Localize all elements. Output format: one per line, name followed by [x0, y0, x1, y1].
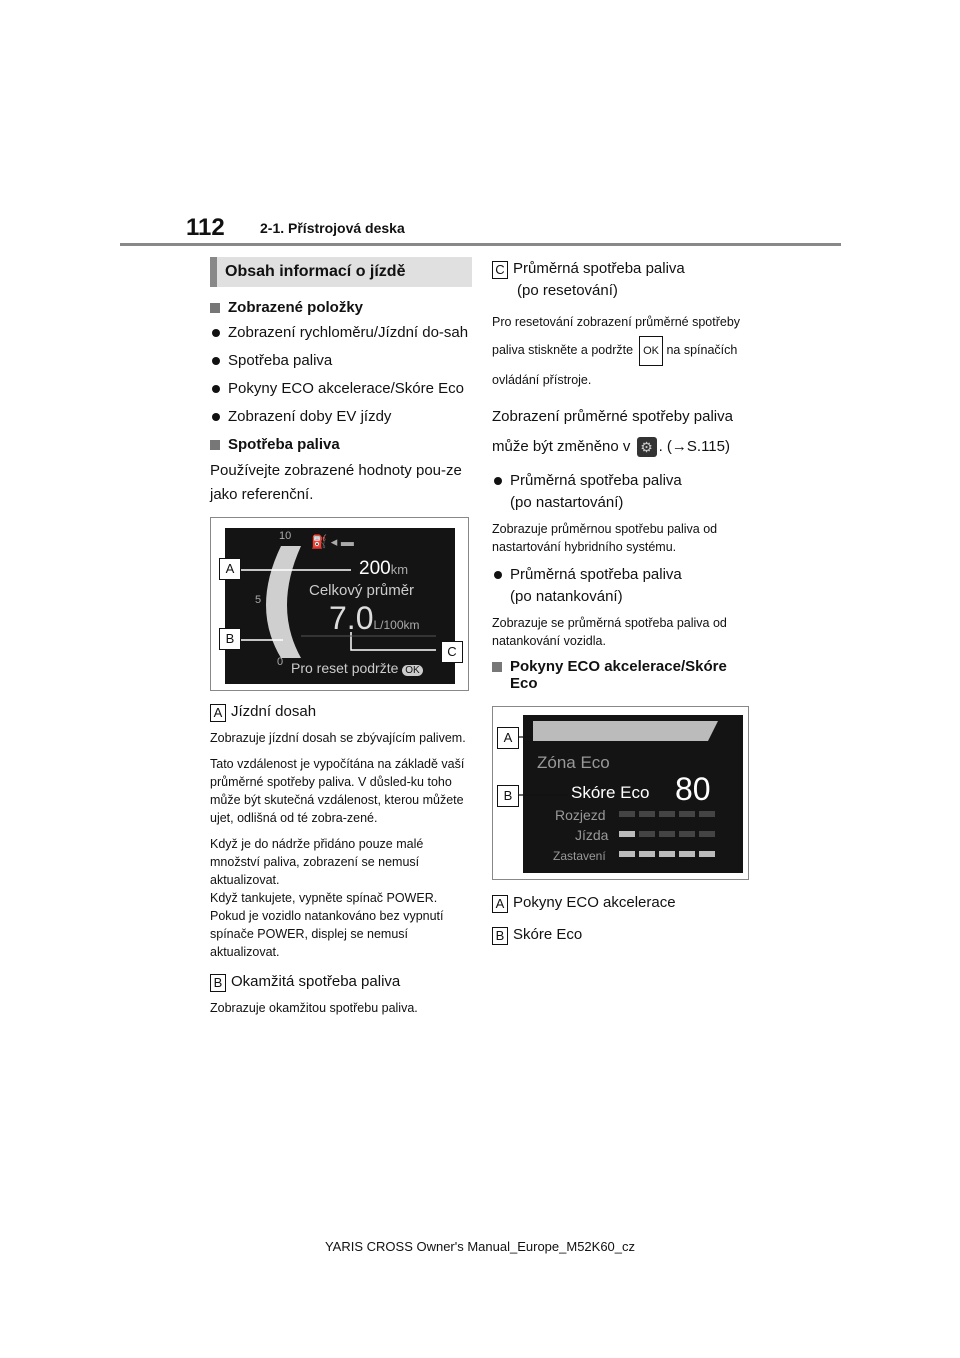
- item-c-text: Průměrná spotřeba paliva: [513, 260, 685, 277]
- subheading-text: Pokyny ECO akcelerace/Skóre Eco: [510, 658, 727, 692]
- callout-c: C: [441, 641, 463, 663]
- item-b-desc: Zobrazuje okamžitou spotřebu paliva.: [210, 1001, 418, 1015]
- right-column: [492, 258, 750, 952]
- bullet-item: [210, 350, 472, 372]
- eco-a-text: Pokyny ECO akcelerace: [513, 894, 676, 911]
- callout-a: A: [497, 727, 519, 749]
- fuel-display-figure: [210, 517, 469, 691]
- bullet-text: Pokyny ECO akcelerace/Skóre Eco: [228, 380, 464, 397]
- bullet-item: [210, 322, 472, 344]
- item-a-desc3: Když je do nádrže přidáno pouze malé množství paliva, zobrazení se nemusí aktualizovat.: [210, 837, 424, 887]
- letter-b: B: [492, 927, 508, 945]
- c-desc-post: na spínačích ovládání přístroje.: [492, 343, 738, 387]
- display-title: Celkový průměr: [309, 582, 415, 599]
- bullet-desc: Zobrazuje průměrnou spotřebu paliva od nastartování hybridního systému.: [492, 522, 718, 554]
- subheading-text: Spotřeba paliva: [228, 436, 340, 453]
- bullet-text: Průměrná spotřeba paliva: [510, 472, 682, 489]
- bullet-text2: (po nastartování): [510, 494, 624, 511]
- footer: YARIS CROSS Owner's Manual_Europe_M52K60_cz: [324, 1239, 636, 1254]
- avg-value: [329, 600, 420, 637]
- bullet-item: [210, 378, 472, 400]
- ok-button-icon: OK: [639, 336, 663, 366]
- range-unit: km: [390, 562, 409, 577]
- c-desc-pre: Pro resetování zobrazení průměrné spotřeby paliva stiskněte a podržte: [492, 315, 741, 357]
- eco-score-label: Skóre Eco: [571, 783, 650, 802]
- change-paragraph: [492, 402, 750, 462]
- callout-b: B: [219, 628, 241, 650]
- reset-text: Pro reset podržte: [291, 660, 399, 676]
- bullet-text: Průměrná spotřeba paliva: [510, 566, 682, 583]
- section-heading: Obsah informací o jízdě: [210, 257, 472, 287]
- callout-a: A: [219, 558, 241, 580]
- letter-c: C: [492, 261, 508, 279]
- item-b-text: Okamžitá spotřeba paliva: [231, 973, 401, 990]
- item-a-desc4: Když tankujete, vypněte spínač POWER. Pokud je vozidlo natankováno bez vypnutí spínače POWER, displej se nemusí aktualizovat.: [210, 891, 444, 959]
- bullet-text: Zobrazení doby EV jízdy: [228, 408, 392, 425]
- bullet-text: Zobrazení rychloměru/Jízdní do-sah: [228, 324, 469, 341]
- eco-row-start: Rozjezd: [555, 807, 606, 823]
- subheading-eco: [492, 658, 750, 692]
- range-value: [359, 558, 408, 580]
- subheading-items: [210, 299, 472, 316]
- bullet-item: [492, 564, 750, 608]
- fuel-icon: ⛽ ◂ ▬: [311, 534, 354, 549]
- reset-hint: [291, 660, 423, 676]
- letter-b: B: [210, 974, 226, 992]
- item-a-text: Jízdní dosah: [231, 703, 317, 720]
- gauge-tick-mid: 5: [255, 594, 262, 606]
- header-rule: [120, 243, 841, 246]
- eco-row-stop: Zastavení: [553, 849, 606, 863]
- eco-zone: Zóna Eco: [537, 753, 610, 772]
- eco-b-text: Skóre Eco: [513, 926, 583, 943]
- item-a-desc2: Tato vzdálenost je vypočítána na základě vaší průměrné spotřeby paliva. V důsled-ku toho může být skutečná vzdálenost, kterou můžete ujet, odlišná od té zobra-zené.: [210, 757, 465, 825]
- bullet-desc: Zobrazuje se průměrná spotřeba paliva od natankování vozidla.: [492, 616, 727, 648]
- left-column: [210, 257, 472, 1025]
- page-number: 112: [186, 214, 225, 241]
- letter-a: A: [492, 895, 508, 913]
- eco-display-figure: [492, 706, 749, 880]
- gauge-tick-top: 10: [279, 530, 292, 542]
- paragraph: Používejte zobrazené hodnoty pou-ze jako referenční.: [210, 462, 462, 503]
- ok-badge: OK: [402, 665, 422, 676]
- subheading-fuel: [210, 436, 472, 453]
- bullet-item: [210, 406, 472, 428]
- item-c-text2: (po resetování): [517, 282, 618, 299]
- item-b-label: [210, 971, 472, 993]
- change-pre: Zobrazení průměrné spotřeby paliva může být změněno v: [492, 408, 733, 455]
- callout-b: B: [497, 785, 519, 807]
- item-c-desc: [492, 308, 750, 394]
- avg-number: 7.0: [329, 600, 374, 636]
- item-c-label: [492, 258, 750, 302]
- eco-a-label: [492, 892, 750, 914]
- bullet-item: [492, 470, 750, 514]
- eco-b-label: [492, 924, 750, 946]
- bullet-text2: (po natankování): [510, 588, 623, 605]
- gauge-tick-bottom: 0: [277, 656, 284, 668]
- section-title: 2-1. Přístrojová deska: [260, 220, 405, 236]
- eco-row-drive: Jízda: [575, 827, 609, 843]
- avg-unit: L/100km: [373, 618, 420, 632]
- item-a-desc: Zobrazuje jízdní dosah se zbývajícím palivem.: [210, 731, 466, 745]
- subheading-text: Zobrazené položky: [228, 299, 364, 316]
- letter-a: A: [210, 704, 226, 722]
- bullet-text: Spotřeba paliva: [228, 352, 333, 369]
- eco-score-value: 80: [675, 771, 711, 807]
- change-post: . (→S.115): [658, 438, 730, 455]
- item-a-label: [210, 701, 472, 723]
- gear-icon: ⚙: [637, 437, 657, 457]
- range-number: 200: [359, 558, 391, 579]
